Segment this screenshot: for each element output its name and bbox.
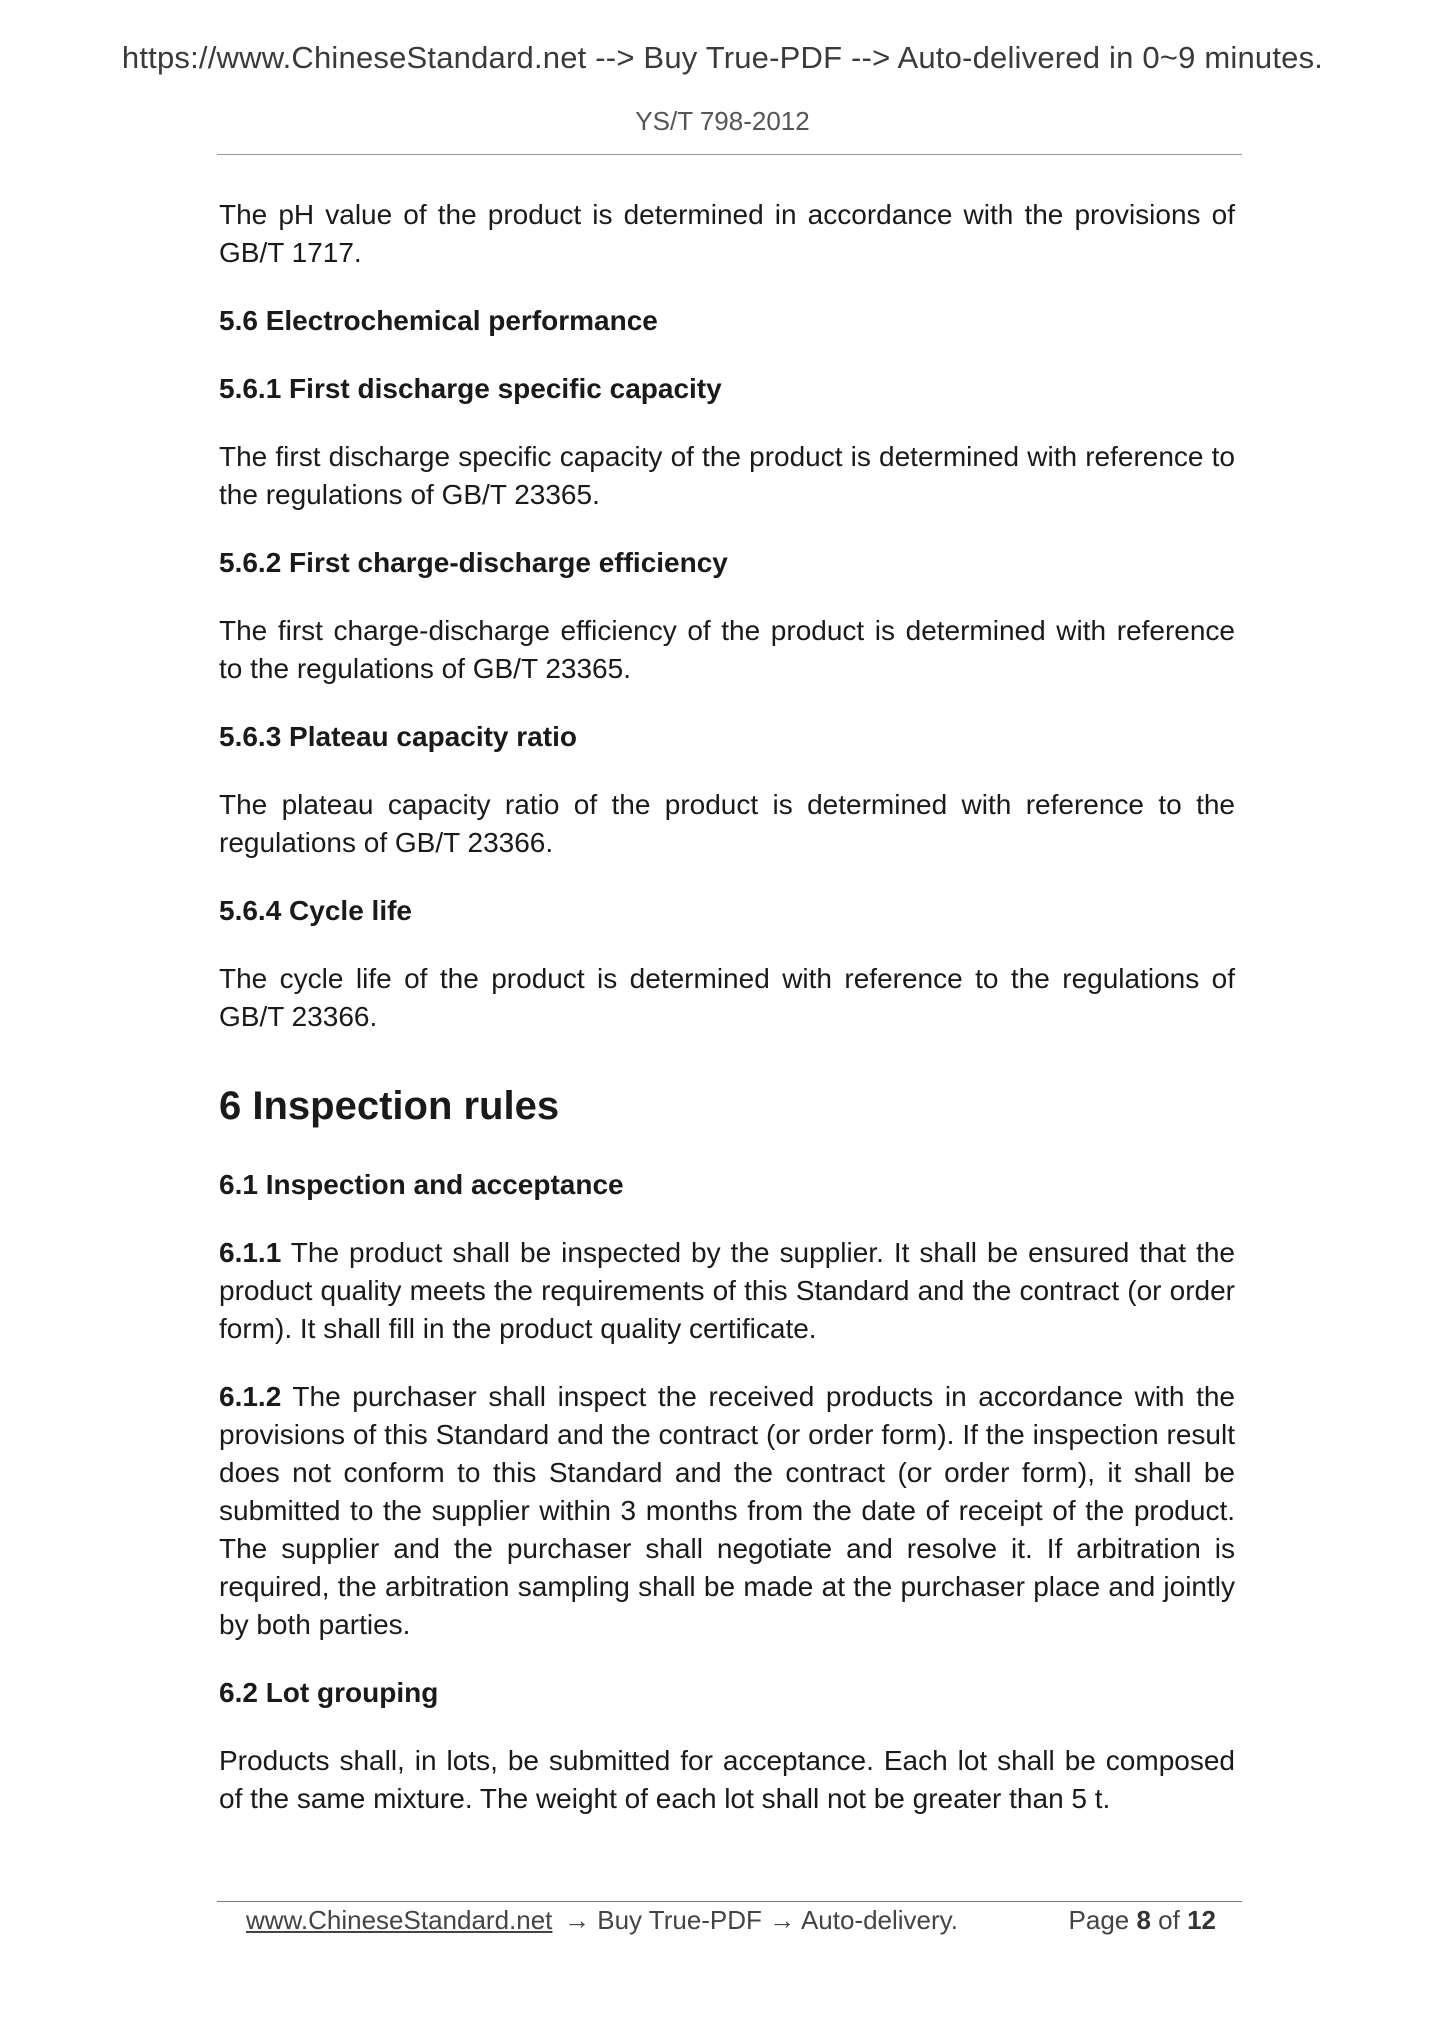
header-divider [217,154,1242,155]
of-word: of [1150,1905,1188,1935]
paragraph-6-2: Products shall, in lots, be submitted for acceptance. Each lot shall be composed of the same mixture. The weight of each lot shall not be greater than 5 t. [219,1745,1235,1814]
footer-divider [217,1901,1242,1902]
footer-tagline: → Buy True-PDF → Auto-delivery. [564,1905,958,1935]
clause-text-6-1-1: The product shall be inspected by the supplier. It shall be ensured that the product quality meets the requirements of this Standard and the contract (or order form). It shall fill in the product quality certificate. [219,1237,1235,1344]
paragraph-5-6-4: The cycle life of the product is determined with reference to the regulations of GB/T 23366. [219,963,1235,1032]
clause-text-6-1-2: The purchaser shall inspect the received products in accordance with the provisions of this Standard and the contract (or order form). If the inspection result does not conform to this Standard and the contract (or order form), it shall be submitted to the supplier within 3 months from the date of receipt of the product. The supplier and the purchaser shall negotiate and resolve it. If arbitration is required, the arbitration sampling shall be made at the purchaser place and jointly by both parties. [219,1381,1235,1640]
page-word: Page [1068,1905,1137,1935]
heading-6-2: 6.2 Lot grouping [219,1677,439,1708]
page-indicator [1069,1905,1216,1936]
paragraph-5-6-1: The first discharge specific capacity of the product is determined with reference to the regulations of GB/T 23365. [219,441,1235,510]
heading-5-6-3: 5.6.3 Plateau capacity ratio [219,721,577,752]
paragraph-5-6-3: The plateau capacity ratio of the product is determined with reference to the regulations of GB/T 23366. [219,789,1235,858]
page-total: 12 [1187,1905,1216,1935]
document-code: YS/T 798-2012 [635,106,810,136]
top-banner: https://www.ChineseStandard.net --> Buy True-PDF --> Auto-delivered in 0~9 minutes. [121,40,1324,75]
heading-5-6: 5.6 Electrochemical performance [219,305,658,336]
page-footer [246,1905,1216,1941]
heading-5-6-4: 5.6.4 Cycle life [219,895,413,926]
chapter-heading-6: 6 Inspection rules [219,1084,560,1128]
paragraph-ph-value: The pH value of the product is determined in accordance with the provisions of GB/T 1717. [219,199,1235,268]
clause-number-6-1-1: 6.1.1 [219,1237,282,1268]
footer-site-link[interactable]: www.ChineseStandard.net [246,1905,553,1935]
heading-6-1: 6.1 Inspection and acceptance [219,1169,624,1200]
page-number: 8 [1136,1905,1151,1935]
clause-number-6-1-2: 6.1.2 [219,1381,282,1412]
heading-5-6-2: 5.6.2 First charge-discharge efficiency [219,547,728,578]
paragraph-6-1-2 [219,1378,1235,1644]
page-content [219,196,1235,1848]
heading-5-6-1: 5.6.1 First discharge specific capacity [219,373,722,404]
paragraph-6-1-1 [219,1234,1235,1348]
paragraph-5-6-2: The first charge-discharge efficiency of the product is determined with reference to the regulations of GB/T 23365. [219,615,1235,684]
